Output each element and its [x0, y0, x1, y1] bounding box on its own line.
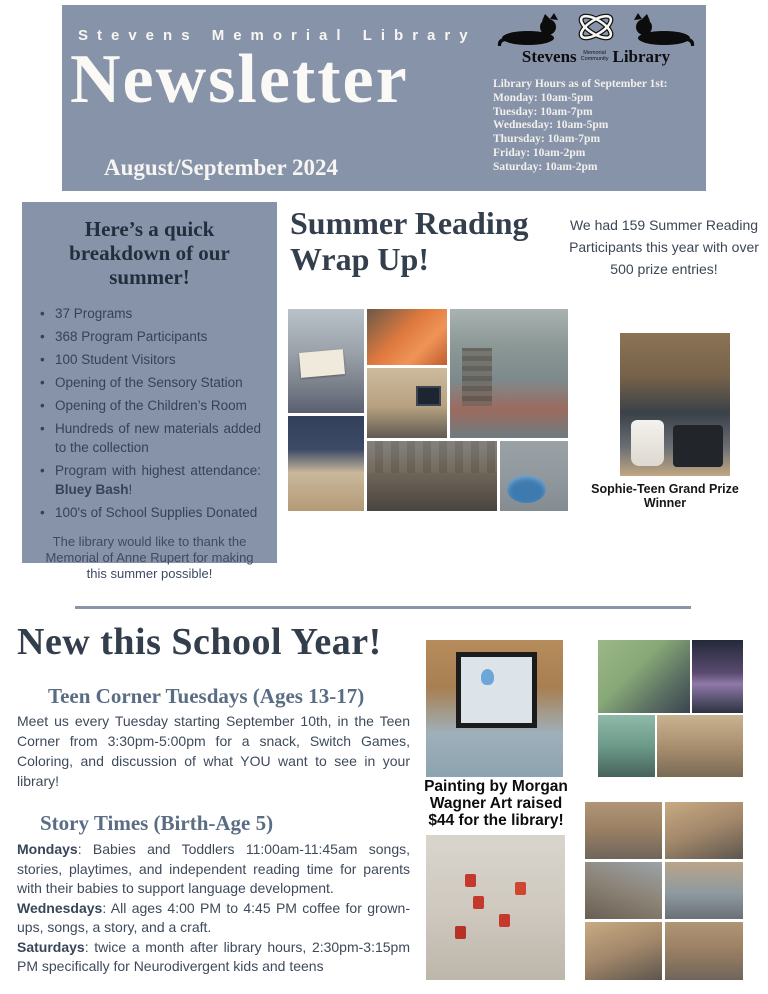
photo-guitar-visitor	[665, 862, 743, 919]
story-times-heading: Story Times (Birth-Age 5)	[40, 811, 274, 835]
list-item: • 100's of School Supplies Donated	[38, 503, 261, 522]
photo-computer-room	[367, 368, 447, 438]
school-year-title: New this School Year!	[17, 621, 382, 663]
library-name: Stevens Memorial Library	[78, 27, 477, 44]
hours-friday: Friday: 10am-2pm	[493, 146, 586, 159]
participants-stat: We had 159 Summer Reading Participants this year with over 500 prize entries!	[569, 217, 759, 277]
photo-orange-mascot	[367, 309, 447, 365]
photo-storytime-group	[367, 441, 497, 511]
list-item: • Hundreds of new materials added to the collection	[38, 419, 261, 457]
list-item: • Opening of the Children’s Room	[38, 396, 261, 415]
story-times-mondays: Mondays: Babies and Toddlers 11:00am-11:45am songs, stories, playtimes, and independent reading time for parents with their babies to support language development.	[17, 841, 410, 896]
list-item: • Opening of the Sensory Station	[38, 373, 261, 392]
photo-wood-project	[665, 802, 743, 859]
list-item: • 368 Program Participants	[38, 327, 261, 346]
sophie-caption: Sophie-Teen Grand Prize Winner	[591, 482, 739, 510]
photo-group-gathering	[585, 802, 662, 859]
photo-kids-listening	[665, 922, 743, 980]
program-photo-collage-top	[598, 640, 743, 777]
teen-corner-body: Meet us every Tuesday starting September 10th, in the Teen Corner from 3:30pm-5:00pm for a snack, Switch Games, Coloring, and discussion of what YOU want to see in your library!	[17, 713, 410, 789]
photo-helper-and-child	[585, 922, 662, 980]
story-times-body	[17, 840, 410, 977]
hours-wednesday: Wednesday: 10am-5pm	[493, 119, 609, 132]
hours-thursday: Thursday: 10am-7pm	[493, 133, 601, 146]
hours-title: Library Hours as of September 1st:	[493, 78, 668, 90]
photo-check-presentation	[288, 309, 364, 413]
summer-breakdown-box	[22, 202, 277, 581]
lying-cat-left-icon	[498, 13, 558, 46]
logo-text	[496, 47, 696, 67]
hours-tuesday: Tuesday: 10am-7pm	[493, 105, 593, 118]
teen-corner-heading: Teen Corner Tuesdays (Ages 13-17)	[48, 684, 365, 708]
photo-kids-browsing	[598, 715, 655, 777]
library-hours	[493, 78, 698, 175]
list-item: • 100 Student Visitors	[38, 350, 261, 369]
breakdown-list	[38, 304, 261, 522]
logo-cats-icon	[496, 11, 696, 47]
photo-craft-table	[426, 835, 565, 980]
photo-ball-game	[500, 441, 568, 511]
story-times-wednesdays: Wednesdays: All ages 4:00 PM to 4:45 PM coffee for grown-ups, songs, a story, and a craft.	[17, 899, 410, 935]
list-item-bluey-bash: • Program with highest attendance: Bluey Bash!	[38, 461, 261, 499]
photo-kids-activity	[288, 416, 364, 511]
lying-cat-right-icon	[634, 13, 694, 46]
summer-reading-title: Summer Reading Wrap Up!	[290, 205, 529, 277]
celtic-knot-icon	[578, 12, 614, 42]
library-logo	[496, 11, 696, 69]
logo-word-memorial-community: Memorial Community	[580, 50, 609, 62]
breakdown-title: Here’s a quick breakdown of our summer!	[69, 217, 230, 289]
masthead	[62, 5, 706, 191]
program-photo-collage-bottom	[585, 802, 743, 980]
thanks-note: The library would like to thank the Memorial of Anne Rupert for making this summer possible!	[45, 533, 254, 581]
summer-photo-collage	[288, 309, 568, 511]
story-times-saturdays: Saturdays: twice a month after library hours, 2:30pm-3:15pm PM specifically for Neurodivergent kids and teens	[17, 938, 410, 974]
hours-monday: Monday: 10am-5pm	[493, 91, 593, 104]
hours-saturday: Saturday: 10am-2pm	[493, 160, 598, 173]
photo-library-floor	[585, 862, 662, 919]
newsletter-title: Newsletter	[70, 41, 409, 118]
section-divider	[75, 606, 691, 609]
painting-caption: Painting by Morgan Wagner Art raised $44 for the library!	[424, 778, 568, 829]
photo-bookshelf-crowd	[657, 715, 743, 777]
issue-date: August/September 2024	[104, 155, 339, 180]
photo-library-program	[450, 309, 568, 438]
list-item: • 37 Programs	[38, 304, 261, 323]
photo-sophie-prize-winner	[620, 333, 730, 476]
logo-word-stevens: Stevens	[521, 47, 577, 66]
logo-word-library: Library	[612, 47, 671, 66]
photo-evening-event	[692, 640, 743, 713]
photo-bluey-painting	[426, 640, 563, 777]
photo-kids-green-room	[598, 640, 690, 713]
